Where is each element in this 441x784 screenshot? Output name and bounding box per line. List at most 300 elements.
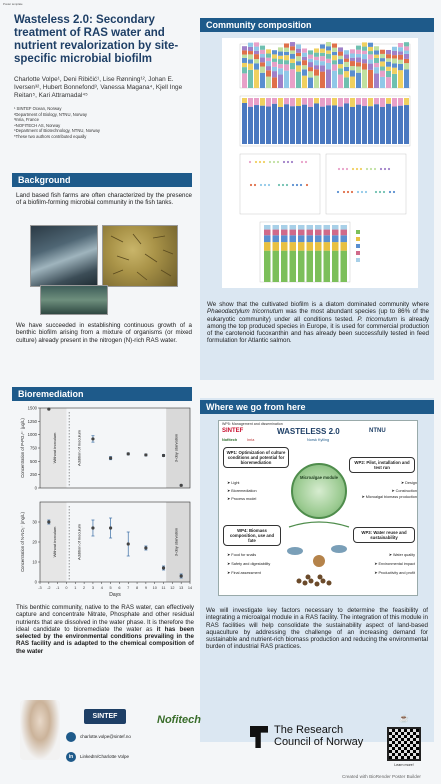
stacked-bar-segment (380, 50, 385, 54)
stacked-bar-segment (278, 98, 283, 107)
stacked-bar-segment (314, 69, 319, 75)
stacked-bar-segment (386, 77, 391, 88)
x-axis-label: Days (109, 592, 121, 598)
stacked-bar-segment (368, 51, 373, 54)
stacked-bar-segment (272, 62, 277, 67)
stacked-bar-segment (392, 63, 397, 67)
stacked-bar-segment (341, 242, 348, 251)
ordination-point (254, 184, 256, 186)
affiliation: ⁵Department of Biotechnology, NTNU, Norway (14, 128, 100, 134)
ordination-point (393, 191, 395, 193)
stacked-bar-segment (302, 48, 307, 52)
x-tick-label: -3 (38, 586, 42, 590)
stacked-bar-segment (281, 225, 288, 230)
stacked-bar-segment (284, 98, 289, 104)
stacked-bar-segment (338, 68, 343, 74)
bioremediation-header: Bioremediation (12, 387, 192, 401)
stacked-bar-segment (374, 55, 379, 58)
stacked-bar-segment (314, 57, 319, 60)
stacked-bar-segment (386, 71, 391, 77)
y-axis-label: Concentration of N-NO₃⁻ (mg/L) (20, 512, 25, 572)
stacked-bar-segment (290, 98, 295, 106)
microscope-photo (102, 225, 178, 287)
y-tick-label: 20 (32, 539, 37, 545)
data-point (144, 453, 147, 456)
stacked-bar-segment (272, 67, 277, 71)
stacked-bar-segment (404, 63, 409, 69)
stacked-bar-segment (341, 251, 348, 282)
stacked-bar-segment (332, 251, 339, 282)
rcn-logo-text (274, 724, 363, 748)
stacked-bar-segment (278, 68, 283, 74)
data-point (144, 546, 147, 549)
stacked-bar-segment (242, 67, 247, 73)
stacked-bar-segment (314, 60, 319, 65)
email-icon (66, 732, 76, 742)
wp1-box (223, 447, 289, 468)
stacked-bar-segment (344, 62, 349, 67)
wp1-item: ➤ Process model (227, 497, 257, 501)
stacked-bar-segment (324, 225, 331, 230)
bioremediation-text-bold: it has been selected by the environmental conditions prevailing in the RAS facility and is adapted to the chemical composition of the water (16, 625, 195, 655)
affiliation: ¹ SINTEF Ocean, Norway (14, 106, 62, 111)
stacked-bar-segment (278, 64, 283, 68)
community-text-b: was the most abundant species (up to 86% of the eukaryotic community) under all conditions tested. (207, 308, 429, 323)
stacked-bar-segment (254, 47, 259, 51)
stacked-bar-segment (272, 77, 277, 88)
ordination-point (250, 184, 252, 186)
stacked-bar-segment (307, 230, 314, 236)
species-short-name: P. tricornutum (357, 315, 397, 323)
y-axis-label: Concentration of P-PO₄³⁻ (µg/L) (20, 418, 25, 478)
bioremediation-text (16, 604, 194, 655)
stacked-bar-segment (264, 251, 271, 282)
stacked-bar-segment (398, 64, 403, 70)
stacked-bar-segment (368, 43, 373, 47)
stacked-bar-segment (290, 106, 295, 144)
wp2-items (353, 479, 417, 500)
ordination-point (259, 161, 261, 163)
stacked-bar-segment (266, 66, 271, 70)
stacked-bar-segment (356, 98, 361, 105)
wp3-item: ➤ Water quality (388, 553, 415, 557)
stacked-bar-segment (264, 230, 271, 236)
stacked-bar-segment (380, 71, 385, 77)
future-text: We will investigate key factors necessary to determine the feasibility of integrating a microalgal module in a RAS facility. The integration of this module in RAS facilities will help consolidate the sustainability aspect of land-based aquaculture by addressing the challenge of an increasing demand for sustainable and nutrient-rich biomass production and reducing the environmental burden of industrial RAS practices. (206, 607, 428, 651)
stacked-bar-segment (278, 59, 283, 64)
inria-logo: Inria (247, 438, 255, 442)
stacked-bar-segment (314, 103, 319, 144)
annotation-addition-of-inoculum: Addition of inoculum (76, 429, 82, 467)
stacked-bar-segment (326, 105, 331, 144)
stacked-bar-segment (284, 55, 289, 60)
ordination-point (282, 184, 284, 186)
stacked-bar-segment (248, 107, 253, 144)
stacked-bar-segment (284, 48, 289, 52)
stacked-bar-segment (362, 106, 367, 144)
stacked-bar-segment (404, 69, 409, 88)
ordination-point (346, 168, 348, 170)
wp2-title: WP2: Pilot, installation and test run (354, 460, 410, 470)
stacked-bar-segment (320, 44, 325, 48)
wp4-item: ➤ Safety and digestability (227, 562, 271, 566)
stacked-bar-segment (332, 52, 337, 55)
microalgae-module-circle (291, 463, 347, 519)
wp2-item: ➤ Construction (391, 489, 417, 493)
stacked-bar-segment (362, 98, 367, 106)
stacked-bar-segment (290, 42, 295, 46)
ordination-point (375, 191, 377, 193)
stacked-bar-segment (278, 47, 283, 51)
stacked-bar-segment (338, 98, 343, 107)
y-tick-label: 1500 (27, 405, 37, 411)
ordination-point (365, 191, 367, 193)
stacked-bar-segment (284, 60, 289, 64)
stacked-bar-segment (296, 65, 301, 71)
stacked-bar-segment (290, 251, 297, 282)
annotation-without-inoculum: Without inoculum (51, 526, 57, 558)
ordination-point (264, 184, 266, 186)
data-point (127, 542, 130, 545)
annotation-starvation: 3-day starvation (173, 433, 179, 463)
biofilm-closeup-photo (40, 285, 108, 315)
project-name: WASTELESS 2.0 (277, 427, 340, 436)
contact-email[interactable]: charlotte.volpe@sintef.no (80, 734, 131, 739)
stacked-bar-segment (266, 49, 271, 53)
fish-icon (287, 547, 303, 555)
stacked-bar-segment (298, 225, 305, 230)
stacked-bar-segment (344, 103, 349, 144)
stacked-bar-segment (296, 49, 301, 53)
annotation-without-inoculum: Without inoculum (51, 432, 57, 464)
ordination-point (388, 168, 390, 170)
data-point (91, 437, 94, 440)
stacked-bar-segment (356, 57, 361, 62)
contact-linkedin[interactable]: LinkedIn/Charlotte Volpe (80, 754, 130, 759)
stacked-bar-segment (278, 56, 283, 59)
stacked-bar-segment (307, 251, 314, 282)
legend-swatch (356, 244, 360, 248)
stacked-bar-segment (392, 98, 397, 107)
qr-code[interactable] (387, 727, 421, 761)
background-text-1: Land based fish farms are often characterized by the presence of a biofilm-forming microbial community in the fish tanks. (16, 192, 192, 207)
stacked-bar-segment (398, 70, 403, 88)
stacked-bar-segment (248, 43, 253, 47)
legend-swatch (356, 230, 360, 234)
author-list: Charlotte Volpe¹, Deni Ribičić¹, Lise Rønning¹², Johan E. Iversen³², Hubert Bonnefond³, Vanessa Magana⁴, Kjell Inge Reitan⁵, Kari Attramadal⁴⁵ (14, 76, 183, 99)
stacked-bar-segment (320, 53, 325, 56)
data-point (162, 566, 165, 569)
community-composition-figure (222, 38, 418, 288)
stacked-bar-segment (296, 44, 301, 48)
stacked-bar-segment (380, 66, 385, 70)
affiliation: ³Inria, France (14, 117, 39, 123)
stacked-bar-segment (284, 52, 289, 55)
stacked-bar-segment (264, 235, 271, 242)
x-tick-label: 12 (170, 586, 175, 590)
stacked-bar-segment (307, 225, 314, 230)
nofitech-footer-logo: Nofitech (157, 714, 201, 726)
stacked-bar-segment (326, 54, 331, 59)
data-point (127, 452, 130, 455)
stacked-bar-segment (326, 50, 331, 53)
stacked-bar-segment (254, 63, 259, 69)
stacked-bar-segment (332, 242, 339, 251)
stacked-bar-segment (386, 58, 391, 61)
stacked-bar-segment (344, 71, 349, 77)
affiliation-list (14, 106, 196, 140)
stacked-bar-segment (242, 103, 247, 144)
legend-swatch (356, 258, 360, 262)
stacked-bar-segment (368, 70, 373, 88)
stacked-bar-segment (332, 235, 339, 242)
x-tick-label: 6 (118, 586, 121, 590)
stacked-bar-segment (260, 46, 265, 50)
stacked-bar-segment (350, 107, 355, 144)
ordination-point (337, 191, 339, 193)
background-text-2: We have succeeded in establishing continuous growth of a benthic biofilm arising from a mixture of organisms (or mixed culture) already present in the nitrogen (N)-rich RAS water. (16, 322, 192, 344)
stacked-bar-segment (308, 55, 313, 59)
stacked-bar-segment (302, 53, 307, 57)
phosphate-chart (14, 404, 194, 494)
stacked-bar-segment (272, 50, 277, 54)
ordination-point (360, 168, 362, 170)
ordination-point (380, 168, 382, 170)
stacked-bar-segment (242, 46, 247, 50)
stacked-bar-segment (242, 58, 247, 63)
stacked-bar-segment (284, 43, 289, 47)
stacked-bar-segment (341, 235, 348, 242)
stacked-bar-segment (386, 104, 391, 144)
x-tick-label: 11 (161, 586, 166, 590)
stacked-bar-segment (248, 98, 253, 107)
stacked-bar-segment (374, 73, 379, 88)
annotation-starvation: 3-day starvation (173, 527, 179, 557)
stacked-bar-segment (368, 98, 373, 106)
stacked-bar-segment (278, 75, 283, 88)
community-text-a: We show that the cultivated biofilm is a diatom dominated community where (207, 301, 429, 308)
stacked-bar-segment (298, 230, 305, 236)
stacked-bar-segment (320, 107, 325, 144)
stacked-bar-segment (398, 55, 403, 60)
fish-tank-photo (30, 225, 98, 287)
stacked-bar-segment (296, 98, 301, 106)
stacked-bar-segment (308, 107, 313, 144)
community-figure (222, 38, 418, 288)
stacked-bar-segment (332, 98, 337, 105)
stacked-bar-segment (308, 71, 313, 77)
stacked-bar-segment (248, 70, 253, 88)
stacked-bar-segment (284, 71, 289, 88)
stacked-bar-segment (350, 61, 355, 66)
stacked-bar-segment (254, 42, 259, 46)
stacked-bar-segment (242, 73, 247, 88)
snail-icon (313, 555, 325, 567)
stacked-bar-segment (344, 59, 349, 62)
poster-title: Wasteless 2.0: Secondary treatment of RAS water and nutrient revalorization by site-specific microbial biofilm (14, 14, 179, 65)
stacked-bar-segment (374, 50, 379, 54)
data-point (180, 484, 183, 487)
stacked-bar-segment (368, 59, 373, 63)
stacked-bar-segment (324, 242, 331, 251)
stacked-bar-segment (248, 51, 253, 54)
stacked-bar-segment (338, 107, 343, 144)
wp3-title: WP3: Water reuse and sustainability (361, 530, 407, 540)
stacked-bar-segment (368, 54, 373, 59)
stacked-bar-segment (356, 105, 361, 144)
data-point (109, 526, 112, 529)
ordination-point (379, 191, 381, 193)
ordination-point (389, 191, 391, 193)
stacked-bar-segment (404, 51, 409, 54)
x-tick-label: 0 (65, 586, 68, 590)
stacked-bar-segment (380, 77, 385, 88)
stacked-bar-segment (290, 242, 297, 251)
wp2-item: ➤ Design (400, 481, 417, 485)
stacked-bar-segment (302, 105, 307, 144)
stacked-bar-segment (264, 242, 271, 251)
stacked-bar-segment (368, 106, 373, 144)
stacked-bar-segment (314, 48, 319, 52)
fish-icon (331, 545, 347, 553)
stacked-bar-segment (290, 235, 297, 242)
x-tick-label: 10 (152, 586, 157, 590)
y-tick-label: 500 (30, 458, 37, 464)
stacked-bar-segment (284, 64, 289, 70)
stacked-bar-segment (332, 64, 337, 70)
ordination-point (338, 168, 340, 170)
stacked-bar-segment (320, 65, 325, 71)
annotation-addition-of-inoculum: Addition of inoculum (76, 523, 82, 561)
affiliation: *These two authors contributed equally (14, 133, 87, 139)
footer-credit: Created with BioRender Poster Builder (342, 774, 421, 779)
stacked-bar-segment (386, 98, 391, 104)
wp1-title: WP1: Optimization of culture conditions and potential for bioremediation (226, 450, 286, 465)
stacked-bar-segment (278, 52, 283, 56)
stacked-bar-segment (315, 235, 322, 242)
stacked-bar-segment (404, 46, 409, 50)
stacked-bar-segment (374, 63, 379, 67)
affiliation: ²Department of Biology, NTNU, Norway (14, 111, 87, 117)
stacked-bar-segment (338, 47, 343, 51)
stacked-bar-segment (290, 50, 295, 53)
linkedin-icon: in (66, 752, 76, 762)
y-tick-label: 0 (34, 485, 37, 491)
stacked-bar-segment (344, 77, 349, 88)
stacked-bar-segment (308, 59, 313, 62)
stacked-bar-segment (302, 65, 307, 69)
stacked-bar-segment (248, 64, 253, 70)
x-tick-label: -2 (47, 586, 51, 590)
stacked-bar-segment (302, 60, 307, 65)
stacked-bar-segment (298, 235, 305, 242)
stacked-bar-segment (281, 251, 288, 282)
wp3-item: ➤ Environmental impact (374, 562, 415, 566)
stacked-bar-segment (332, 71, 337, 88)
stacked-bar-segment (332, 230, 339, 236)
title-block (14, 14, 196, 140)
stacked-bar-segment (290, 69, 295, 88)
stacked-bar-segment (350, 77, 355, 88)
stacked-bar-segment (326, 63, 331, 69)
x-tick-label: -1 (55, 586, 60, 590)
wp4-items (227, 551, 270, 578)
stacked-bar-segment (272, 59, 277, 62)
stacked-bar-segment (380, 58, 385, 61)
stacked-bar-segment (308, 50, 313, 54)
stacked-bar-segment (281, 242, 288, 251)
sintef-footer-logo: SINTEF (84, 709, 126, 724)
stacked-bar-segment (344, 98, 349, 103)
stacked-bar-segment (314, 53, 319, 57)
stacked-bar-segment (254, 98, 259, 105)
stacked-bar-segment (260, 98, 265, 106)
stacked-bar-segment (320, 61, 325, 65)
background-header: Background (12, 173, 192, 187)
stacked-bar-segment (248, 59, 253, 63)
affiliation: ⁴NOFITECH AS, Norway (14, 122, 61, 128)
stacked-bar-segment (356, 62, 361, 66)
y-tick-label: 1250 (27, 418, 37, 424)
ordination-point (301, 161, 303, 163)
qr-label: Learn more! (394, 763, 414, 767)
stacked-bar-segment (324, 251, 331, 282)
stacked-bar-segment (290, 54, 295, 59)
stacked-bar-segment (266, 58, 271, 61)
stacked-bar-segment (350, 98, 355, 107)
stacked-bar-segment (368, 47, 373, 51)
ordination-point (384, 168, 386, 170)
ordination-point (296, 184, 298, 186)
ordination-point (343, 191, 345, 193)
stacked-bar-segment (273, 242, 280, 251)
stacked-bar-segment (307, 235, 314, 242)
stacked-bar-segment (308, 62, 313, 67)
stacked-bar-segment (242, 98, 247, 103)
stacked-bar-segment (356, 66, 361, 72)
stacked-bar-segment (290, 225, 297, 230)
stacked-bar-segment (356, 46, 361, 50)
stacked-bar-segment (332, 225, 339, 230)
ordination-point (283, 161, 285, 163)
ordination-point (356, 168, 358, 170)
sintef-logo: SINTEF (222, 428, 244, 434)
stacked-bar-segment (398, 51, 403, 54)
norsk-kylling-logo: Norsk Kylling (307, 438, 330, 442)
stacked-bar-segment (386, 50, 391, 54)
cycle-arrow (289, 522, 349, 527)
ordination-point (263, 161, 265, 163)
ordination-point (370, 168, 372, 170)
x-tick-label: 3 (91, 586, 95, 590)
legend-swatch (356, 237, 360, 241)
stacked-bar-segment (350, 54, 355, 58)
biofilm-photos (30, 225, 180, 315)
stacked-bar-segment (278, 107, 283, 144)
stacked-bar-segment (356, 73, 361, 88)
stacked-bar-segment (326, 69, 331, 88)
rcn-line-2: Council of Norway (274, 736, 364, 748)
community-text-c: is already among the top produced species in Europe, it is used for commercial production of the carotenoid fucoxanthin and has already been successfully tested in feed formulation for Atlantic salmon. (207, 315, 429, 345)
rcn-line-1: The Research (274, 724, 344, 736)
wp4-box (223, 525, 281, 546)
stacked-bar-segment (320, 98, 325, 107)
stacked-bar-segment (290, 63, 295, 69)
nofitech-logo: Nofitech (222, 438, 238, 442)
stacked-bar-segment (326, 42, 331, 46)
stacked-bar-segment (296, 106, 301, 144)
stacked-bar-segment (266, 70, 271, 76)
